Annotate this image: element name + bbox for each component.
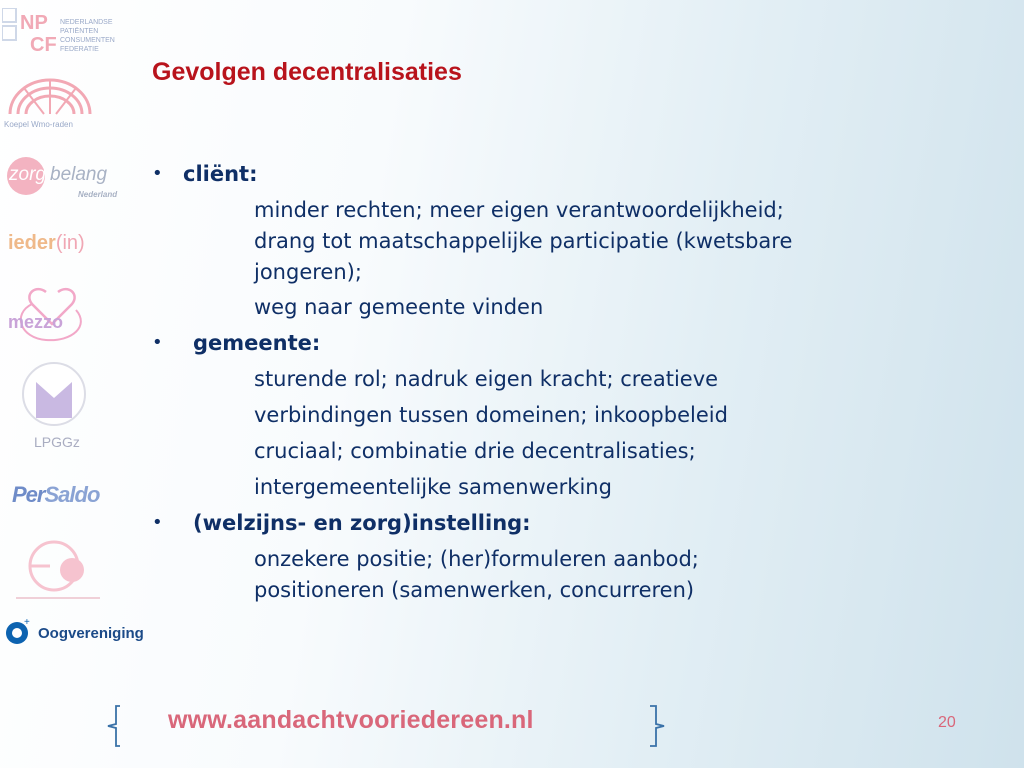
svg-text:+: +: [24, 617, 30, 628]
sunburst-icon: [4, 76, 96, 116]
eye-icon: [4, 616, 34, 646]
koepel-wmo-raden-logo: [4, 76, 104, 134]
pink-emblem-icon: [10, 536, 110, 606]
lpggz-logo: [22, 360, 102, 460]
bullet-dot-icon: •: [152, 512, 163, 533]
bullet-dot-icon: •: [152, 163, 163, 184]
description-line: jongeren);: [254, 260, 362, 284]
bullet-description: [254, 195, 972, 288]
bullet-label: (welzijns- en zorg)instelling:: [193, 511, 531, 535]
lpggz-text: LPGGz: [34, 434, 80, 450]
npcf-text-line: FEDERATIE: [60, 46, 99, 53]
partner-logos-sidebar: [0, 0, 150, 660]
description-line: cruciaal; combinatie drie decentralisaties;: [254, 439, 696, 463]
zorgbelang-part1: zorg: [9, 164, 46, 185]
oogvereniging-text: Oogvereniging: [38, 625, 144, 642]
description-line: drang tot maatschappelijke participatie (kwetsbare: [254, 229, 793, 253]
bullet-description: [254, 544, 972, 606]
page-number: 20: [938, 714, 956, 731]
persaldo-logo: [12, 482, 122, 514]
iederin-part1: ieder: [8, 232, 56, 254]
iederin-logo: [8, 230, 118, 258]
bullet-label: cliënt:: [183, 162, 258, 186]
description-line: sturende rol; nadruk eigen kracht; creatieve: [254, 367, 719, 391]
lpggz-emblem-icon: [22, 360, 86, 430]
persaldo-part1: Per: [12, 482, 45, 507]
description-line: minder rechten; meer eigen verantwoordelijkheid;: [254, 198, 784, 222]
description-extra-line: weg naar gemeente vinden: [254, 295, 544, 319]
description-line: onzekere positie; (her)formuleren aanbod;: [254, 547, 699, 571]
left-brace-icon: [104, 704, 134, 748]
footer-website-link[interactable]: www.aandachtvooriedereen.nl: [168, 706, 534, 734]
bullet-item: [152, 325, 972, 361]
description-line: verbindingen tussen domeinen; inkoopbeleid: [254, 403, 728, 427]
koepel-wmo-raden-text: Koepel Wmo-raden: [4, 120, 73, 129]
bullet-item: [152, 505, 972, 541]
npcf-abbr-top: NP: [20, 12, 48, 34]
mezzo-logo: [6, 286, 106, 346]
mezzo-text: mezzo: [8, 312, 64, 332]
slide-body: [152, 156, 972, 606]
zorgbelang-logo: [6, 156, 136, 204]
slide-title: Gevolgen decentralisaties: [152, 58, 462, 86]
right-brace-icon: [646, 704, 676, 748]
bullet-description: [152, 361, 972, 505]
bullet-dot-icon: •: [152, 332, 163, 353]
npcf-abbr-bottom: CF: [30, 34, 57, 56]
description-line: positioneren (samenwerken, concurreren): [254, 578, 695, 602]
npcf-text-line: CONSUMENTEN: [60, 37, 115, 44]
npcf-text-line: PATIËNTEN: [60, 28, 99, 35]
iederin-part2: (in): [55, 232, 85, 254]
npcf-text-line: NEDERLANDSE: [60, 19, 113, 26]
persaldo-part2: Saldo: [44, 482, 100, 507]
zorgbelang-part2: belang: [50, 164, 108, 185]
bullet-label: gemeente:: [193, 331, 321, 355]
npcf-logo: [2, 8, 142, 60]
description-line: intergemeentelijke samenwerking: [254, 475, 612, 499]
bullet-item: [152, 156, 972, 192]
zorgbelang-sub: Nederland: [78, 190, 118, 199]
oogvereniging-logo: [4, 616, 154, 650]
